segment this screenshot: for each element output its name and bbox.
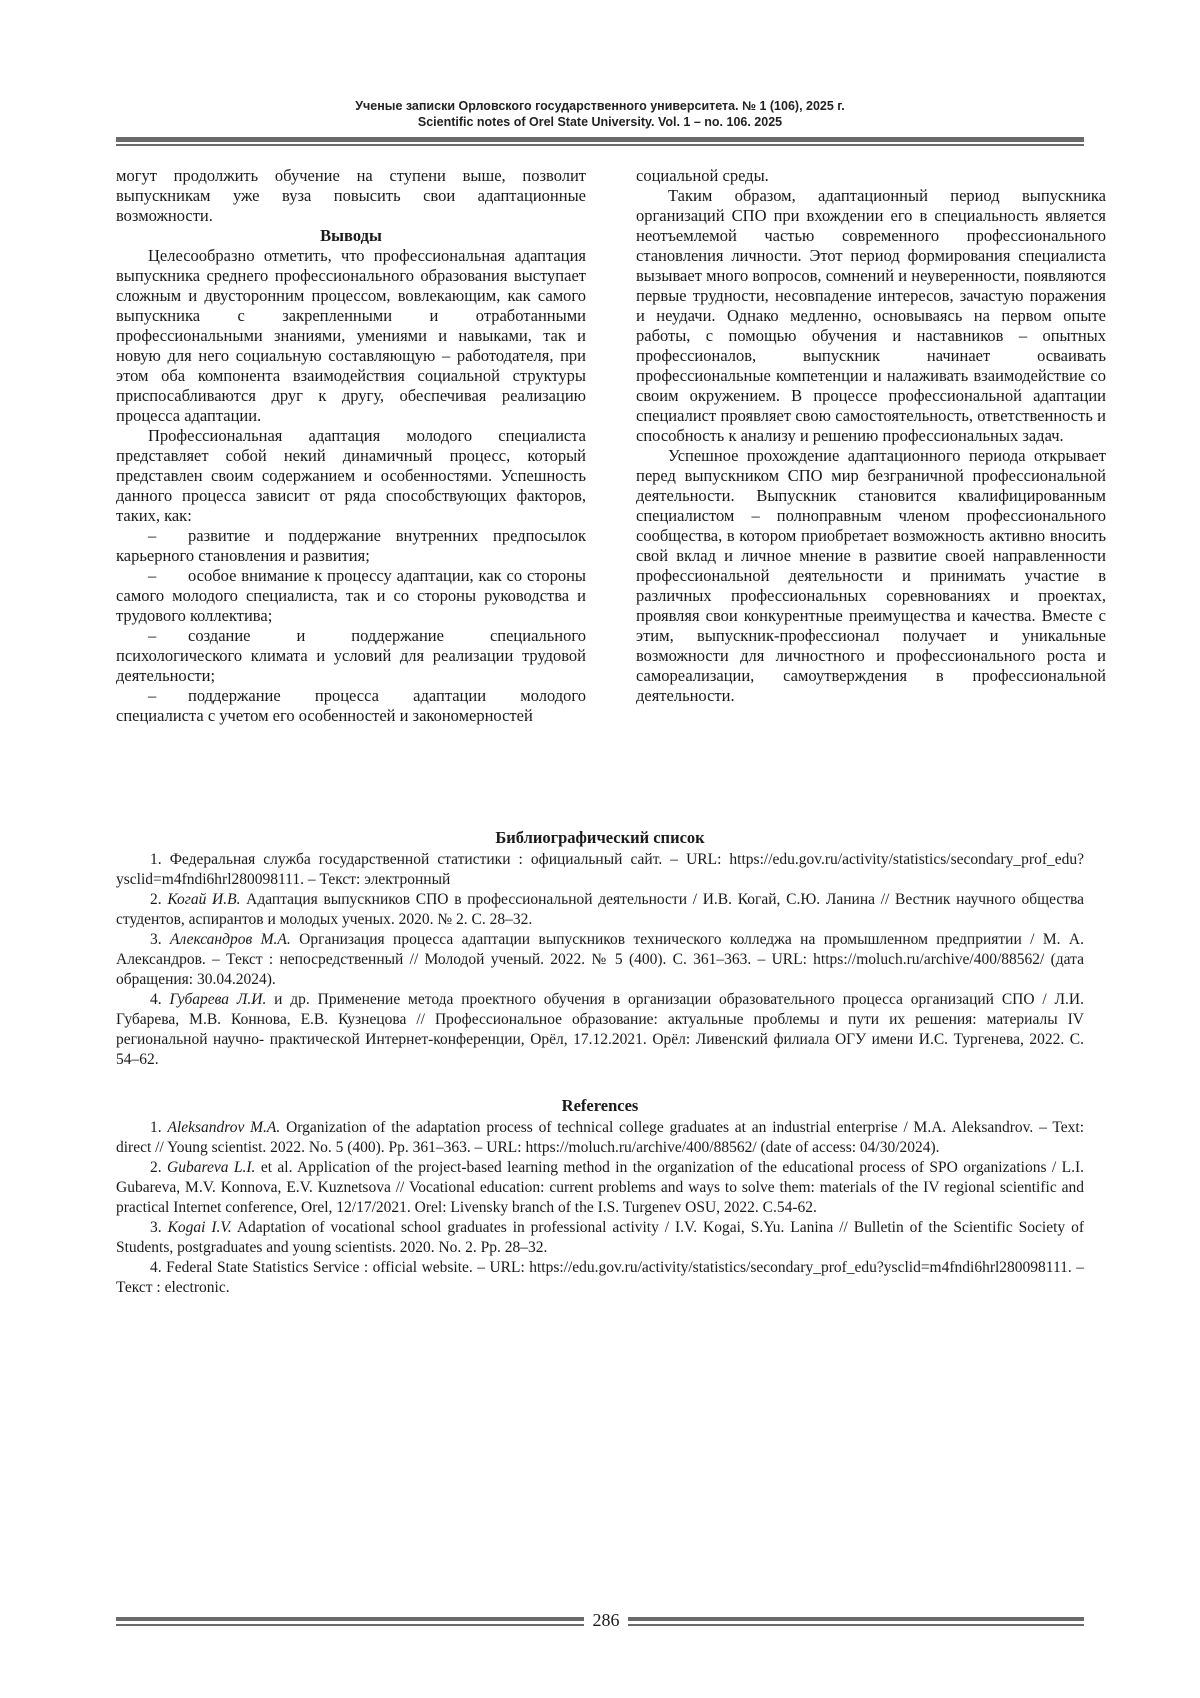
header-line-ru: Ученые записки Орловского государственного университета. № 1 (106), 2025 г. — [355, 99, 845, 113]
reference-text: Federal State Statistics Service : official website. – URL: https://edu.gov.ru/activity/statistics/secondary_prof_edu?ysclid=m4fndi6hrl280098111. – Текст : electronic. — [116, 1259, 1084, 1296]
reference-text: Адаптация выпускников СПО в профессиональной деятельности / И.В. Когай, С.Ю. Ланина // Вестник научного общества студентов, аспирантов и молодых ученых. 2020. № 2. С. 28–32. — [116, 891, 1084, 928]
left-paragraph-2: Целесообразно отметить, что профессиональная адаптация выпускника среднего профессионального образования выступает сложным и двусторонним процессом, вовлекающим, как самого выпускника с закрепленными и отработанными профессиональными знаниями, умениями и навыками, так и новую для него социальную составляющую – работодателя, при этом оба компонента взаимодействия социальной структуры приспосабливаются друг к другу, обеспечивая реализацию процесса адаптации. — [116, 246, 586, 425]
list-item — [116, 686, 586, 726]
reference-item — [116, 890, 1084, 930]
reference-text: Organization of the adaptation process of technical college graduates at an industrial enterprise / M.A. Aleksandrov. – Text: direct // Young scientist. 2022. No. 5 (400). Pp. 361–363. – URL: https://moluch.ru/archive/400/88562/ (date of access: 04/30/2024). — [116, 1119, 1084, 1156]
left-column — [116, 166, 586, 726]
reference-text: Adaptation of vocational school graduates in professional activity / I.V. Kogai, S.Yu. Lanina // Bulletin of the Scientific Society of Students, postgraduates and young scientists. 2020. No. 2. Pp. 28–32. — [116, 1219, 1085, 1256]
reference-item — [116, 1118, 1084, 1158]
dash-marker: – — [148, 566, 157, 585]
reference-item — [116, 850, 1084, 890]
reference-number: 3. — [150, 1219, 162, 1236]
list-item-text: поддержание процесса адаптации молодого специалиста с учетом его особенностей и закономерностей — [116, 686, 586, 725]
header-line-en: Scientific notes of Orel State University. Vol. 1 – no. 106. 2025 — [417, 115, 783, 129]
reference-author: Gubareva L.I. — [167, 1159, 256, 1176]
reference-text: Федеральная служба государственной статистики : официальный сайт. – URL: https://edu.gov.ru/activity/statistics/secondary_prof_edu?ysclid=m4fndi6hrl280098111. – Текст: электронный — [116, 851, 1084, 888]
footer-rule-left-thick — [116, 1617, 584, 1621]
right-column — [636, 166, 1106, 706]
footer-rule-right-thin — [628, 1624, 1084, 1626]
reference-number: 3. — [150, 931, 162, 948]
reference-item — [116, 1258, 1084, 1298]
page-number: 286 — [592, 1610, 620, 1630]
reference-author: Когай И.В. — [167, 891, 241, 908]
reference-author: Aleksandrov M.A. — [167, 1119, 281, 1136]
reference-item — [116, 930, 1084, 990]
dash-marker: – — [148, 686, 157, 705]
reference-number: 4. — [150, 991, 162, 1008]
reference-author: Александров М.А. — [170, 931, 291, 948]
reference-item — [116, 1218, 1084, 1258]
left-paragraph-3: Профессиональная адаптация молодого специалиста представляет собой некий динамичный процесс, который представлен своим содержанием и особенностями. Успешность данного процесса зависит от ряда способствующих факторов, таких, как: — [116, 426, 586, 525]
footer-rule-right-thick — [628, 1617, 1084, 1621]
list-item — [116, 566, 586, 626]
journal-header — [116, 98, 1084, 130]
list-item-text: особое внимание к процессу адаптации, как со стороны самого молодого специалиста, так и со стороны руководства и трудового коллектива; — [116, 566, 586, 625]
dash-marker: – — [148, 526, 157, 545]
reference-author: Губарева Л.И. — [169, 991, 267, 1008]
list-item-text: развитие и поддержание внутренних предпосылок карьерного становления и развития; — [116, 526, 586, 565]
reference-item — [116, 1158, 1084, 1218]
list-item — [116, 626, 586, 686]
reference-text: Организация процесса адаптации выпускников технического колледжа на промышленном предприятии / М. А. Александров. – Текст : непосредственный // Молодой ученый. 2022. № 5 (400). С. 361–363. – URL: https://moluch.ru/archive/400/88562/ (дата обращения: 30.04.2024). — [116, 931, 1085, 988]
references-en — [116, 1096, 1084, 1298]
dash-marker: – — [148, 626, 157, 645]
references-title: References — [561, 1096, 639, 1115]
left-paragraph-1: могут продолжить обучение на ступени выше, позволит выпускникам уже вуза повысить свои адаптационные возможности. — [116, 166, 586, 225]
right-paragraph-1: социальной среды. — [636, 166, 769, 185]
reference-number: 4. — [150, 1259, 162, 1276]
right-paragraph-3: Успешное прохождение адаптационного периода открывает перед выпускником СПО мир безграничной профессиональной деятельности. Выпускник становится квалифицированным специалистом – полноправным членом профессионального сообщества, в котором приобретает возможность активно вносить свой вклад и личное мнение в развитие своей направленности профессиональной деятельности и принимать участие в различных профессиональных соревнованиях и проектах, проявляя свои конкурентные преимущества и качества. Вместе с этим, выпускник-профессионал получает и уникальные возможности для личностного и профессионального роста и самореализации, самоутверждения в профессиональной деятельности. — [636, 446, 1106, 705]
reference-number: 1. — [150, 1119, 162, 1136]
header-rule-thick — [116, 137, 1084, 142]
reference-number: 2. — [150, 891, 162, 908]
reference-text: et al. Application of the project-based learning method in the organization of the educational process of SPO organizations / L.I. Gubareva, M.V. Konnova, E.V. Kuznetsova // Vocational education: current problems and ways to solve them: materials of the IV regional scientific and practical Internet conference, Orel, 12/17/2021. Orel: Livensky branch of the I.S. Turgenev OSU, 2022. C.54-62. — [116, 1159, 1085, 1216]
reference-item — [116, 990, 1084, 1070]
right-paragraph-2: Таким образом, адаптационный период выпускника организаций СПО при вхождении его в специальность является неотъемлемой частью современного профессионального становления личности. Этот период формирования специалиста вызывает много вопросов, сомнений и неуверенности, появляются первые трудности, несовпадение интересов, зачастую поражения и неудачи. Однако медленно, основываясь на первом опыте работы, с помощью обучения и наставников – опытных профессионалов, выпускник начинает осваивать профессиональные компетенции и налаживать взаимодействие со своим окружением. В процессе профессиональной адаптации специалист проявляет свою самостоятельность, ответственность и способность к анализу и решению профессиональных задач. — [636, 186, 1106, 445]
list-item — [116, 526, 586, 566]
footer-rule-left-thin — [116, 1624, 584, 1626]
bibliography-ru — [116, 828, 1084, 1070]
reference-text: и др. Применение метода проектного обучения в организации образовательного процесса организаций СПО / Л.И. Губарева, М.В. Коннова, Е.В. Кузнецова // Профессиональное образование: актуальные проблемы и пути их решения: материалы IV региональной научно- практической Интернет-конференции, Орёл, 17.12.2021. Орёл: Ливенский филиала ОГУ имени И.С. Тургенева, 2022. С. 54–62. — [116, 991, 1084, 1068]
bibliography-title: Библиографический список — [495, 828, 705, 847]
reference-author: Kogai I.V. — [167, 1219, 232, 1236]
header-rule-thin — [116, 144, 1084, 146]
reference-number: 1. — [150, 851, 162, 868]
section-title-conclusions: Выводы — [320, 226, 382, 245]
list-item-text: создание и поддержание специального психологического климата и условий для реализации трудовой деятельности; — [116, 626, 586, 685]
reference-number: 2. — [150, 1159, 162, 1176]
